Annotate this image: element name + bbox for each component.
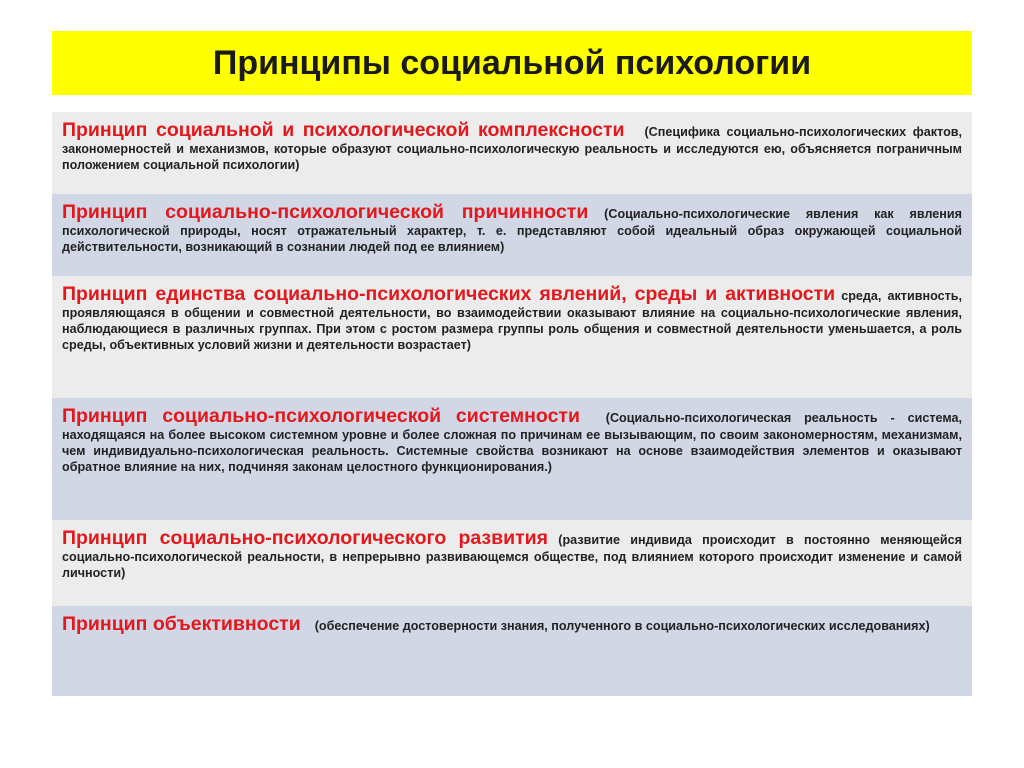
principle-description: (Социально-психологические явления как явления психологической природы, носят отражательный характер, т. е. представляют собой идеальный образ окружающей социальной действительности, возникающий в сознании людей под ее влиянием) bbox=[62, 207, 963, 254]
principle-description: (Специфика социально-психологических фактов, закономерностей и механизмов, которые образуют социально-психологическую реальность и исследуются ею, объясняется пограничным положением социальной психологии) bbox=[62, 125, 963, 172]
principle-heading: Принцип единства социально-психологических явлений, среды и активности bbox=[62, 283, 836, 305]
principle-heading: Принцип социально-психологического развития bbox=[62, 527, 549, 549]
principle-row-development bbox=[52, 520, 972, 606]
principle-description: (развитие индивида происходит в постоянно меняющейся социально-психологической реальности, в непрерывно развивающемся обществе, под влиянием которого происходит изменение и самой личности) bbox=[62, 533, 962, 580]
principle-row-systemic bbox=[52, 398, 972, 520]
principle-row-complexity bbox=[52, 112, 972, 194]
principle-row-causality bbox=[52, 194, 972, 276]
principle-text bbox=[62, 201, 962, 255]
principle-description: среда, активность, проявляющаяся в общении и совместной деятельности, во взаимодействии оказывают влияние на социально-психологические явления, наблюдающиеся в различных группах. При этом с ростом размера группы роль общения и совместной деятельности уменьшается, а роль среды, объективных условий жизни и деятельности возрастает) bbox=[62, 289, 963, 352]
principle-text bbox=[62, 405, 962, 475]
principle-heading: Принцип объективности bbox=[62, 613, 301, 635]
principle-heading: Принцип социальной и психологической комплексности bbox=[62, 119, 625, 141]
principle-row-unity bbox=[52, 276, 972, 398]
principle-description: (обеспечение достоверности знания, полученного в социально-психологических исследованиях) bbox=[314, 619, 930, 633]
principle-heading: Принцип социально-психологической причинности bbox=[62, 201, 589, 223]
principle-text bbox=[62, 613, 962, 635]
principle-heading: Принцип социально-психологической системности bbox=[62, 405, 580, 427]
principle-row-objectivity bbox=[52, 606, 972, 696]
slide-title: Принципы социальной психологии bbox=[212, 43, 812, 82]
principle-text bbox=[62, 119, 962, 173]
principle-text bbox=[62, 283, 962, 353]
principle-text bbox=[62, 527, 962, 581]
title-banner bbox=[52, 31, 972, 95]
principles-table bbox=[52, 112, 972, 696]
principle-description: (Социально-психологическая реальность - система, находящаяся на более высоком системном уровне и более сложная по причинам ее вызывающим, по своим закономерностям, механизмам, чем индивидуально-психологическая реальность. Системные свойства возникают на основе взаимодействия элементов и оказывают обратное влияние на них, подчиняя законам целостного функционирования.) bbox=[62, 411, 962, 474]
